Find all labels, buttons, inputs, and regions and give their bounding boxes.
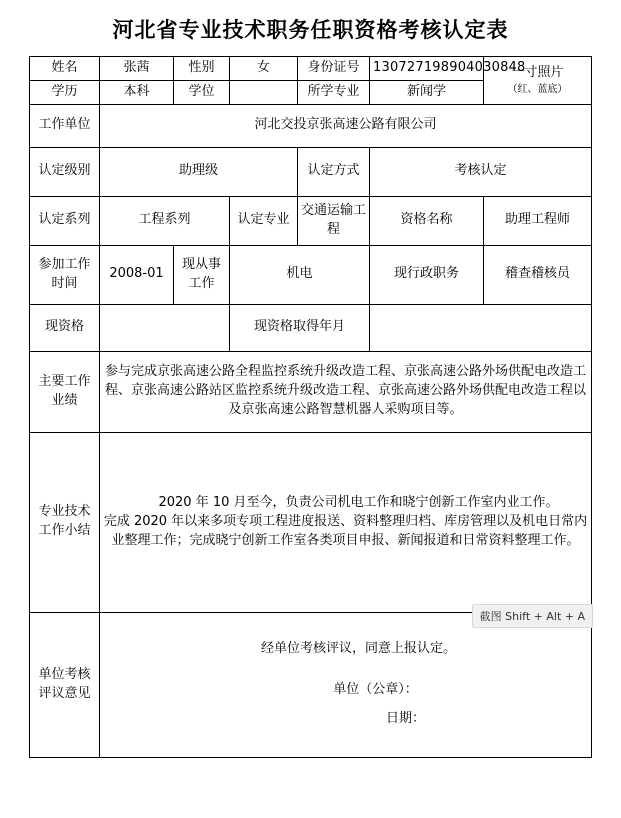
summary-value [100, 432, 592, 612]
cert-major-label: 认定专业 [230, 196, 298, 245]
table-row-current-qual [30, 304, 592, 351]
unit-date-line: 日期： [385, 711, 425, 727]
id-value: 130727198904030848 [370, 57, 484, 81]
table-row-series [30, 196, 592, 245]
summary-label: 专业技术工作小结 [30, 432, 100, 612]
unit-opinion-value [100, 612, 592, 757]
admin-post-value: 稽查稽核员 [484, 245, 592, 304]
current-qual-label: 现资格 [30, 304, 100, 351]
start-work-label: 参加工作时间 [30, 245, 100, 304]
qual-name-label: 资格名称 [370, 196, 484, 245]
cert-major-value: 交通运输工程 [298, 196, 370, 245]
current-job-label: 现从事工作 [174, 245, 230, 304]
admin-post-label: 现行政职务 [370, 245, 484, 304]
photo-label: 一寸照片 [511, 64, 564, 80]
table-row-level [30, 147, 592, 196]
gender-value: 女 [230, 57, 298, 81]
screenshot-hint-tooltip: 截图 Shift + Alt + A [472, 604, 593, 628]
table-row-summary [30, 432, 592, 612]
qual-name-value: 助理工程师 [484, 196, 592, 245]
unit-opinion-text: 经单位考核评议，同意上报认定。 [260, 641, 456, 657]
work-unit-label: 工作单位 [30, 104, 100, 147]
photo-sub-label: （红、蓝底） [507, 83, 568, 95]
name-label: 姓名 [30, 57, 100, 81]
table-row-career [30, 245, 592, 304]
major-value: 新闻学 [370, 80, 484, 104]
method-label: 认定方式 [298, 147, 370, 196]
qualification-form-table [29, 56, 592, 758]
table-row-achievement [30, 351, 592, 432]
level-value: 助理级 [100, 147, 298, 196]
summary-paragraph-2: 完成 2020 年以来多项专项工程进度报送、资料整理归档、库房管理以及机电日常内业整理工作；完成晓宁创新工作室各类项目申报、新闻报道和日常资料整理工作。 [103, 513, 588, 548]
unit-seal-line: 单位（公章）： [333, 682, 418, 698]
degree-label: 学位 [174, 80, 230, 104]
table-row-work-unit [30, 104, 592, 147]
unit-opinion-label: 单位考核评议意见 [30, 612, 100, 757]
table-row-basic-1 [30, 57, 592, 81]
achievement-value: 参与完成京张高速公路全程监控系统升级改造工程、京张高速公路外场供配电改造工程、京张高速公路站区监控系统升级改造工程、京张高速公路外场供配电改造工程以及京张高速公路智慧机器人采购项目等。 [100, 351, 592, 432]
achievement-label: 主要工作业绩 [30, 351, 100, 432]
major-label: 所学专业 [298, 80, 370, 104]
current-qual-date-label: 现资格取得年月 [230, 304, 370, 351]
work-unit-value: 河北交投京张高速公路有限公司 [100, 104, 592, 147]
table-row-unit-opinion [30, 612, 592, 757]
start-work-value: 2008-01 [100, 245, 174, 304]
page-title: 河北省专业技术职务任职资格考核认定表 [112, 17, 509, 42]
current-job-value: 机电 [230, 245, 370, 304]
education-label: 学历 [30, 80, 100, 104]
education-value: 本科 [100, 80, 174, 104]
name-value: 张茜 [100, 57, 174, 81]
method-value: 考核认定 [370, 147, 592, 196]
gender-label: 性别 [174, 57, 230, 81]
current-qual-value [100, 304, 230, 351]
summary-paragraph-1: 2020 年 10 月至今，负责公司机电工作和晓宁创新工作室内业工作。 [158, 494, 559, 510]
current-qual-date-value [370, 304, 592, 351]
id-label: 身份证号 [298, 57, 370, 81]
series-label: 认定系列 [30, 196, 100, 245]
degree-value [230, 80, 298, 104]
level-label: 认定级别 [30, 147, 100, 196]
series-value: 工程系列 [100, 196, 230, 245]
